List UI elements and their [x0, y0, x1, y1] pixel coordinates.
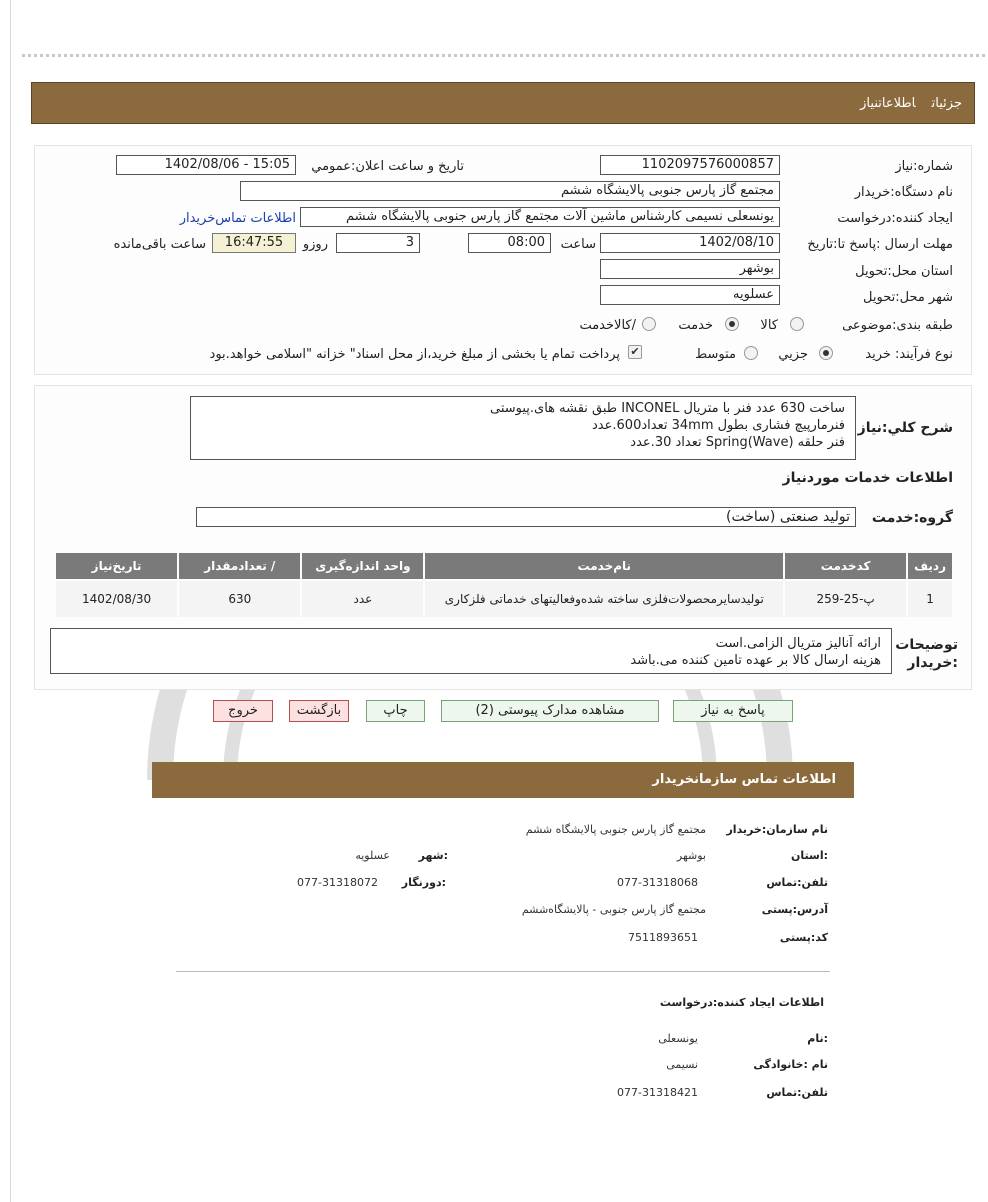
contact-city-value: عسلویه	[355, 849, 390, 862]
cell-unit: عدد	[302, 581, 423, 617]
contact-address-label: آدرس:پستی	[761, 903, 828, 916]
category-radio-goods[interactable]	[790, 317, 804, 331]
creator-last-name-value: نسیمی	[666, 1058, 698, 1071]
process-type-label: نوع فرآیند: خرید	[865, 347, 953, 362]
creator-section-title: اطلاعات ایجاد کننده:درخواست	[659, 996, 824, 1009]
buyer-contact-link[interactable]: اطلاعات تماس‌خریدار	[179, 211, 296, 226]
days-label: روزو	[302, 237, 328, 252]
deadline-date-field: 1402/08/10	[600, 233, 780, 253]
page-header-bar	[31, 82, 975, 124]
creator-first-name-label: :نام	[807, 1032, 828, 1045]
contact-address-value: مجتمع گاز پارس جنوبی - پالایشگاه‌ششم	[521, 903, 706, 916]
print-button[interactable]: چاپ	[366, 700, 425, 722]
contact-fax-label: :دورنگار	[401, 876, 446, 889]
col-date: تاریخ‌نیاز	[56, 553, 177, 579]
col-row: ردیف	[908, 553, 952, 579]
description-line-3: فنر حلقه Spring(Wave) تعداد 30.عدد	[630, 435, 845, 450]
contact-org-label: نام سازمان:خریدار	[726, 823, 828, 836]
description-line-2: فنرمارپیچ فشاری بطول 34mm تعداد600.عدد	[592, 418, 845, 433]
contact-city-label: :شهر	[418, 849, 448, 862]
contact-section-title: اطلاعات تماس سازمانخریدار	[652, 772, 836, 787]
contact-fax-value: 077-31318072	[297, 876, 378, 889]
breadcrumb-details[interactable]: جزئیات	[931, 96, 962, 111]
top-divider	[22, 54, 985, 57]
cell-name: تولیدسایرمحصولات‌فلزی ساخته شده‌وفعالیتهای خدماتی فلزکاری	[425, 581, 783, 617]
treasury-payment-checkbox[interactable]: ✔	[628, 345, 642, 359]
deadline-time-field: 08:00	[468, 233, 551, 253]
back-button[interactable]: بازگشت	[289, 700, 349, 722]
creator-label: ایجاد کننده:درخواست	[837, 211, 953, 226]
delivery-city-field: عسلویه	[600, 285, 780, 305]
table-row	[56, 581, 952, 617]
creator-first-name-value: یونسعلی	[658, 1032, 698, 1045]
category-option-service: خدمت	[678, 318, 713, 333]
contact-divider	[176, 971, 830, 972]
services-section-title: اطلاعات خدمات موردنیاز	[782, 470, 953, 486]
delivery-city-label: شهر محل:تحویل	[863, 290, 953, 305]
delivery-province-label: استان محل:تحویل	[855, 264, 953, 279]
contact-postal-value: 7511893651	[628, 931, 698, 944]
remaining-time-field: 16:47:55	[212, 233, 296, 253]
breadcrumb-need-info[interactable]: اطلاعاتنیاز	[860, 96, 916, 111]
announce-datetime-field: 1402/08/06 - 15:05	[116, 155, 296, 175]
remaining-time-label: ساعت باقی‌مانده	[113, 237, 206, 252]
deadline-time-label: ساعت	[560, 237, 596, 252]
cell-qty: 630	[179, 581, 300, 617]
cell-date: 1402/08/30	[56, 581, 177, 617]
creator-phone-label: تلفن:تماس	[766, 1086, 828, 1099]
contact-phone-value: 077-31318068	[617, 876, 698, 889]
days-remaining-field: 3	[336, 233, 420, 253]
need-info-panel	[34, 145, 972, 375]
need-number-label: شماره:نیاز	[895, 159, 953, 174]
category-label: طبقه بندی:موضوعی	[842, 318, 953, 333]
contact-org-value: مجتمع گاز پارس جنوبی پالایشگاه ششم	[525, 823, 706, 836]
contact-phone-label: تلفن:تماس	[766, 876, 828, 889]
view-attachments-button[interactable]: مشاهده مدارک پیوستی (2)	[441, 700, 659, 722]
col-name: نام‌خدمت	[425, 553, 783, 579]
process-option-medium: متوسط	[695, 347, 736, 362]
need-number-field: 1102097576000857	[600, 155, 780, 175]
buyer-notes-line-2: هزینه ارسال کالا بر عهده تامین کننده می.باشد	[630, 653, 881, 668]
deadline-label: مهلت ارسال :پاسخ تا:تاریخ	[807, 237, 953, 252]
contact-header-bar	[152, 762, 854, 798]
services-table-header	[56, 553, 952, 579]
category-radio-goods-service[interactable]	[642, 317, 656, 331]
reply-button[interactable]: پاسخ به نیاز	[673, 700, 793, 722]
breadcrumb	[844, 96, 962, 111]
contact-postal-label: کد:پستی	[779, 931, 828, 944]
service-group-field: تولید صنعتی (ساخت)	[196, 507, 856, 527]
buyer-notes-label	[895, 636, 958, 672]
creator-phone-value: 077-31318421	[617, 1086, 698, 1099]
col-unit: واحد اندازه‌گیری	[302, 553, 423, 579]
page-left-border	[10, 0, 11, 1202]
cell-code: پ-25-259	[785, 581, 906, 617]
service-group-label: گروه:خدمت	[871, 510, 953, 526]
services-table	[54, 551, 954, 619]
description-label: شرح کلي:نیاز	[857, 420, 953, 436]
buyer-org-label: نام دستگاه:خریدار	[854, 185, 953, 200]
cell-row: 1	[908, 581, 952, 617]
contact-province-value: بوشهر	[676, 849, 706, 862]
category-option-goods-service: /کالاخدمت	[579, 318, 636, 333]
announce-datetime-label: تاریخ و ساعت اعلان:عمومي	[311, 159, 464, 174]
process-option-minor: جزیي	[778, 347, 808, 362]
contact-province-label: :استان	[791, 849, 828, 862]
process-radio-medium[interactable]	[744, 346, 758, 360]
description-box	[190, 396, 856, 460]
col-qty: / تعدادمقدار	[179, 553, 300, 579]
creator-field: یونسعلی نسیمی کارشناس ماشین آلات مجتمع گاز پارس جنوبی پالایشگاه ششم	[300, 207, 780, 227]
category-radio-service[interactable]	[725, 317, 739, 331]
buyer-notes-label-text: توضیحات :خریدار	[895, 637, 958, 671]
delivery-province-field: بوشهر	[600, 259, 780, 279]
process-radio-minor[interactable]	[819, 346, 833, 360]
exit-button[interactable]: خروج	[213, 700, 273, 722]
treasury-payment-note: پرداخت تمام یا بخشی از مبلغ خرید،از محل اسناد" خزانه "اسلامی خواهد.بود	[209, 347, 620, 362]
buyer-notes-line-1: ارائه آنالیز متریال الزامی.است	[715, 636, 881, 651]
category-option-goods: کالا	[760, 318, 778, 333]
creator-last-name-label: نام :خانوادگی	[753, 1058, 828, 1071]
description-line-1: ساخت 630 عدد فنر با متریال INCONEL طبق نقشه های.پیوستی	[489, 401, 845, 416]
buyer-notes-box	[50, 628, 892, 674]
col-code: کدخدمت	[785, 553, 906, 579]
buyer-org-field: مجتمع گاز پارس جنوبی پالایشگاه ششم	[240, 181, 780, 201]
